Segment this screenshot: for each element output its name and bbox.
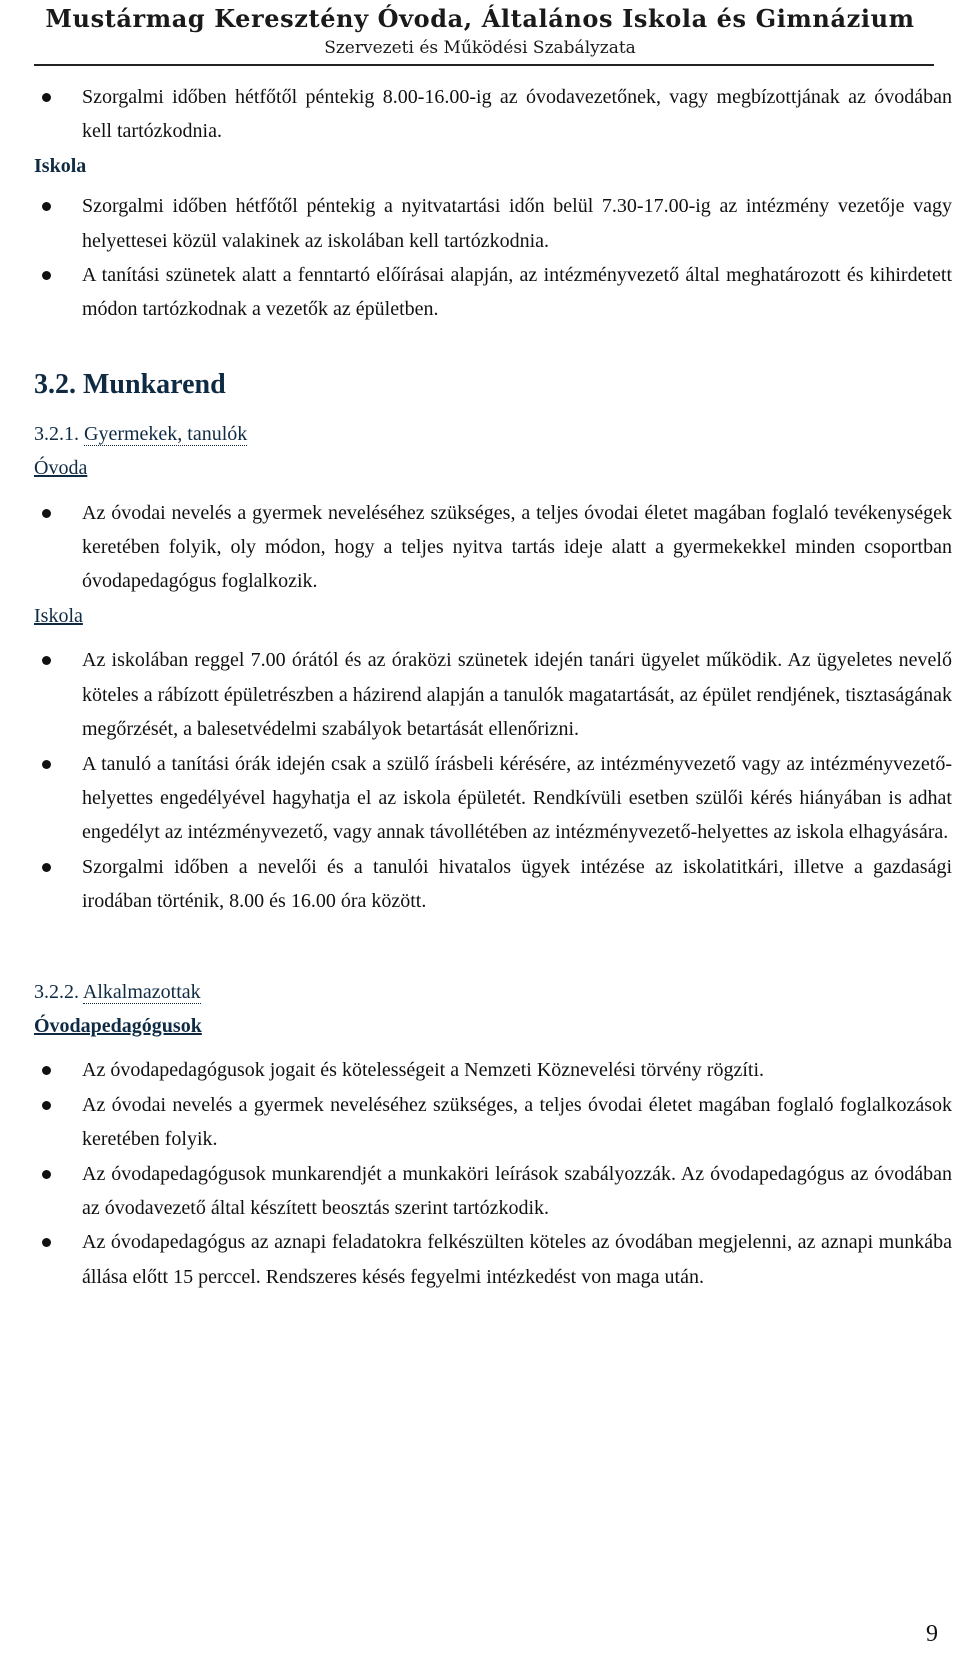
list-item: A tanuló a tanítási órák idején csak a szülő írásbeli kérésére, az intézményvezető vagy az intézményvezető-helyettes engedélyével hagyhatja el az iskola épületét. Rendkívüli esetben szülői kérés hiányában is adhat engedélyt az intézményvezető, vagy annak távollétében az intézményvezető-helyettes az iskola elhagyására. (34, 747, 952, 850)
page-number: 9 (926, 1621, 938, 1647)
subsection-number: 3.2.1. (34, 422, 79, 445)
list-item: Szorgalmi időben hétfőtől péntekig 8.00-16.00-ig az óvodavezetőnek, vagy megbízottjának az óvodában kell tartózkodnia. (34, 80, 952, 149)
iskola-duty-list (34, 643, 952, 918)
list-item: Az óvodapedagógusok jogait és kötelességeit a Nemzeti Köznevelési törvény rögzíti. (34, 1053, 952, 1087)
list-item: Az óvodai nevelés a gyermek neveléséhez szükséges, a teljes óvodai életet magában foglaló foglalkozások keretében folyik. (34, 1088, 952, 1157)
subsection-heading (34, 417, 952, 451)
iskola-list (34, 189, 952, 327)
list-item: Az óvodapedagógus az aznapi feladatokra felkészülten köteles az óvodában megjelenni, az aznapi munkába állása előtt 15 perccel. Rendszeres késés fegyelmi intézkedést von maga után. (34, 1225, 952, 1294)
subsection-heading (34, 975, 952, 1009)
intro-list (34, 80, 952, 149)
ovodapedagogusok-label: Óvodapedagógusok (34, 1014, 202, 1037)
list-item: Szorgalmi időben hétfőtől péntekig a nyitvatartási időn belül 7.30-17.00-ig az intézmény vezetője vagy helyettesei közül valakinek az iskolában kell tartózkodnia. (34, 189, 952, 258)
list-item: Szorgalmi időben a nevelői és a tanulói hivatalos ügyek intézése az iskolatitkári, illetve a gazdasági irodában történik, 8.00 és 16.00 óra között. (34, 850, 952, 919)
ovodapedagogusok-list (34, 1053, 952, 1294)
subsection-title: Gyermekek, tanulók (84, 422, 248, 445)
page-header (0, 0, 960, 62)
iskola-label: Iskola (34, 154, 87, 177)
document-body (34, 80, 952, 1294)
ovoda-label: Óvoda (34, 457, 88, 480)
document-subtitle: Szervezeti és Működési Szabályzata (324, 38, 636, 58)
list-item: A tanítási szünetek alatt a fenntartó előírásai alapján, az intézményvezető által meghatározott és kihirdetett módon tartózkodnak a vezetők az épületben. (34, 258, 952, 327)
section-heading: 3.2. Munkarend (34, 368, 226, 400)
list-item: Az iskolában reggel 7.00 órától és az óraközi szünetek idején tanári ügyelet működik. Az ügyeletes nevelő köteles a rábízott épületrészben a házirend alapján a tanulók magatartását, az épület rendjének, tisztaságának megőrzését, a balesetvédelmi szabályok betartását ellenőrizni. (34, 643, 952, 746)
ovoda-list (34, 496, 952, 599)
subsection-number: 3.2.2. (34, 980, 79, 1003)
subsection-title: Alkalmazottak (82, 980, 201, 1003)
header-divider (34, 64, 934, 66)
document-title: Mustármag Keresztény Óvoda, Általános Iskola és Gimnázium (45, 4, 915, 33)
list-item: Az óvodapedagógusok munkarendjét a munkaköri leírások szabályozzák. Az óvodapedagógus az óvodában az óvodavezető által készített beosztás szerint tartózkodik. (34, 1157, 952, 1226)
list-item: Az óvodai nevelés a gyermek neveléséhez szükséges, a teljes óvodai életet magában foglaló tevékenységek keretében folyik, oly módon, hogy a teljes nyitva tartás ideje alatt a gyermekekkel minden csoportban óvodapedagógus foglalkozik. (34, 496, 952, 599)
iskola-label: Iskola (34, 604, 83, 627)
